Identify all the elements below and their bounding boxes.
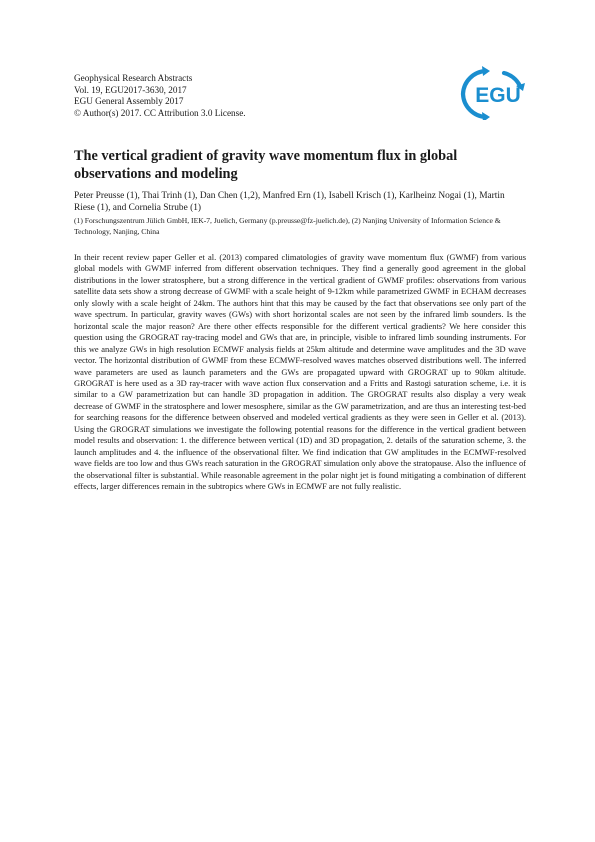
abstract-body: In their recent review paper Geller et al. (2013) compared climatologies of gravity wave momentum flux (GWMF) from various global models with GWMF inferred from different observation techniques. They find a generally good agreement in the global distributions in the lower stratosphere, but a strong difference in the vertical gradient of GWMF profiles: observations from various satellite data sets show a strong decrease of GWMF with a scale height of 9-12km while parametrized GWMF in ECHAM decreases only slowly with a scale height of 24km. The authors hint that this may be caused by the fact that observations see only part of the wave spectrum. In particular, gravity waves (GWs) with short horizontal scales are not seen by the infrared limb sounders. Is the horizontal scale the major reason? Are there other effects responsible for the different vertical gradients? We here consider this question using the GROGRAT ray-tracing model and GWs that are, in principle, visible to infrared limb sounding instruments. For this we analyze GWs in high resolution ECMWF analysis fields at 25km altitude and determine wave amplitudes and the 3D wave vector. The horizontal distribution of GWMF from these ECMWF-resolved waves matches observed distributions well. The inferred wave parameters are used as launch parameters and the GWs are propagated upward with GROGRAT up to 90km altitude. GROGRAT is here used as a 3D ray-tracer with wave action flux conservation and a Fritts and Rastogi saturation scheme, i.e. it is similar to a GW parametrization but can handle 3D propagation in addition. The GROGRAT results also display a very weak decrease of GWMF in the stratosphere and lower mesosphere, similar as the GW parametrization, and are thus an interesting test-bed for searching reasons for the difference between observed and modeled vertical gradients as they were seen in Geller et al. (2013). Using the GROGRAT simulations we investigate the following potential reasons for the difference in the vertical gradient between model results and observation: 1. the difference between vertical (1D) and 3D propagation, 2. details of the saturation scheme, 3. the launch amplitudes and 4. the influence of the observational filter. We find indication that GW amplitudes in the ECMWF-resolved wave fields are too low and thus GWs reach saturation in the GROGRAT simulation only above the stratopause. Also the influence of the observational filter is substantial. While reasonable agreement in the polar night jet is found mitigating a combination of different effects, larger differences remain in the subtropics where GWs in ECMWF are not fully realistic. <box>74 252 526 492</box>
license-info: © Author(s) 2017. CC Attribution 3.0 License. <box>74 107 246 118</box>
affiliations: (1) Forschungszentrum Jülich GmbH, IEK-7, Juelich, Germany (p.preusse@fz-juelich.de), (2) Nanjing University of Information Science & Technology, Nanjing, China <box>74 216 501 236</box>
journal-header <box>74 73 246 119</box>
paper-title: The vertical gradient of gravity wave momentum flux in global observations and modeling <box>74 148 458 182</box>
logo-text: EGU <box>475 84 521 107</box>
volume-info: Vol. 19, EGU2017-3630, 2017 <box>74 84 187 95</box>
author-list: Peter Preusse (1), Thai Trinh (1), Dan Chen (1,2), Manfred Ern (1), Isabell Krisch (1), Karlheinz Nogai (1), Martin Riese (1), and Cornelia Strube (1) <box>74 191 505 213</box>
journal-name: Geophysical Research Abstracts <box>74 73 193 83</box>
egu-logo <box>456 64 532 120</box>
assembly-info: EGU General Assembly 2017 <box>74 96 184 106</box>
